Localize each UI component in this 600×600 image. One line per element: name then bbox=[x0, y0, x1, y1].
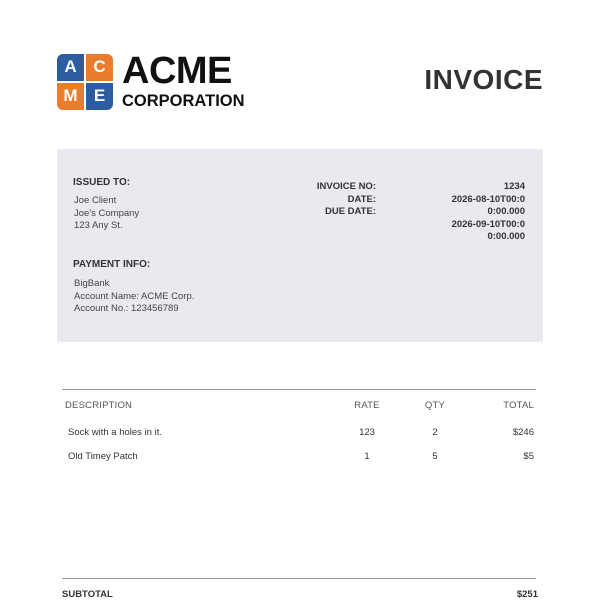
invoice-number-value: 1234 bbox=[503, 181, 525, 192]
item-total: $246 bbox=[512, 427, 534, 438]
column-header-description: DESCRIPTION bbox=[65, 400, 133, 411]
invoice-date-label: DATE: bbox=[347, 193, 376, 205]
invoice-meta-labels bbox=[317, 181, 376, 219]
item-qty: 5 bbox=[432, 451, 438, 462]
item-description: Sock with a holes in it. bbox=[68, 427, 162, 438]
invoice-date-value-line2: 0:00.000 bbox=[487, 206, 525, 217]
line-items-table bbox=[62, 389, 536, 468]
subtotal-label: SUBTOTAL bbox=[62, 589, 113, 600]
column-header-rate: RATE bbox=[354, 400, 380, 411]
logo-wordmark bbox=[122, 50, 245, 110]
invoice-due-date-label: DUE DATE: bbox=[324, 206, 376, 217]
column-header-total: TOTAL bbox=[503, 400, 534, 411]
table-row bbox=[62, 444, 536, 468]
document-title: INVOICE bbox=[424, 64, 543, 95]
client-address: 123 Any St. bbox=[74, 220, 123, 231]
invoice-due-date-value-line1: 2026-09-10T00:0 bbox=[451, 218, 525, 230]
item-qty: 2 bbox=[432, 427, 438, 438]
bank-name: BigBank bbox=[74, 278, 110, 289]
invoice-info-panel bbox=[57, 149, 543, 342]
invoice-meta-values bbox=[425, 181, 525, 244]
subtotal-divider bbox=[62, 578, 536, 579]
invoice-number-label: INVOICE NO: bbox=[316, 181, 376, 192]
logo-letter-a: A bbox=[57, 54, 84, 81]
invoice-due-date-value-line2: 0:00.000 bbox=[487, 231, 525, 242]
account-name: Account Name: ACME Corp. bbox=[74, 290, 195, 302]
logo-letter-e: E bbox=[86, 83, 113, 110]
payment-info-heading: PAYMENT INFO: bbox=[73, 259, 151, 270]
logo-letter-m: M bbox=[57, 83, 84, 110]
item-rate: 1 bbox=[364, 451, 370, 462]
logo-mark bbox=[57, 54, 113, 110]
item-rate: 123 bbox=[359, 427, 375, 438]
subtotal-value: $251 bbox=[516, 589, 538, 600]
invoice-date-value-line1: 2026-08-10T00:0 bbox=[451, 193, 525, 205]
item-total: $5 bbox=[523, 451, 534, 462]
item-description: Old Timey Patch bbox=[68, 451, 138, 462]
client-name: Joe Client bbox=[74, 195, 117, 206]
column-header-qty: QTY bbox=[424, 400, 446, 411]
issued-to-block bbox=[74, 195, 139, 233]
logo-letter-c: C bbox=[86, 54, 113, 81]
table-row bbox=[62, 420, 536, 444]
table-header-row bbox=[62, 390, 536, 420]
company-logo bbox=[57, 50, 245, 110]
payment-info-block bbox=[74, 278, 194, 316]
logo-company-subtitle: CORPORATION bbox=[122, 92, 245, 110]
client-company: Joe's Company bbox=[74, 207, 140, 219]
account-number: Account No.: 123456789 bbox=[74, 303, 179, 314]
logo-company-name: ACME bbox=[122, 50, 232, 92]
issued-to-heading: ISSUED TO: bbox=[73, 177, 131, 188]
